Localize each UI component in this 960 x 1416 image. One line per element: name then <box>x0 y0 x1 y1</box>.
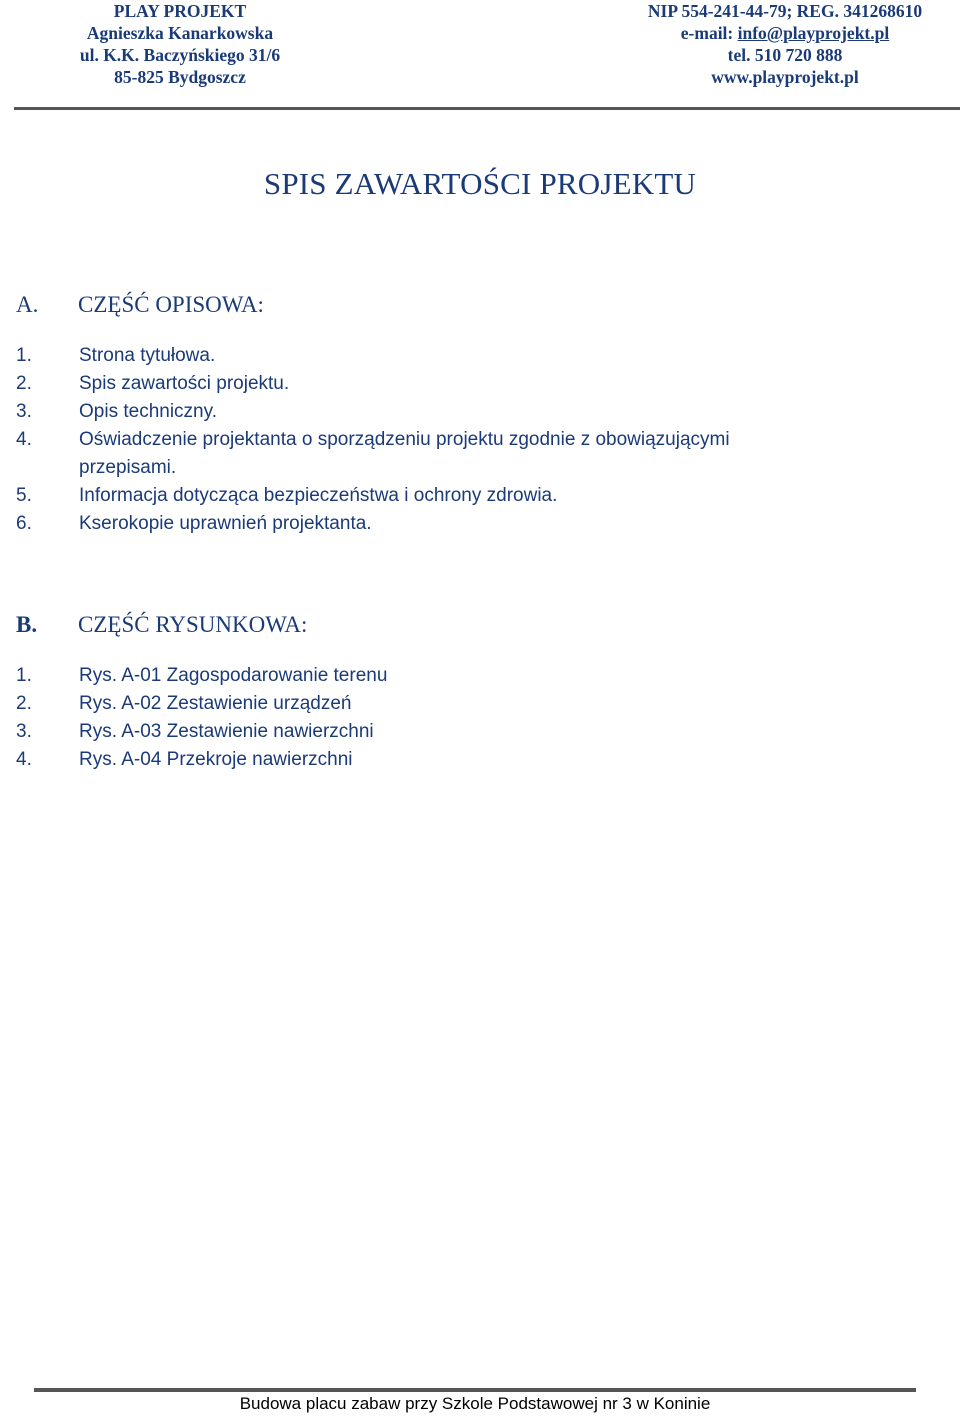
list-item <box>16 482 730 510</box>
list-number: 5. <box>16 485 32 506</box>
section-a-heading <box>16 292 264 318</box>
list-item <box>16 746 387 774</box>
list-item <box>16 398 730 426</box>
section-b-heading <box>16 612 307 638</box>
list-text: Spis zawartości projektu. <box>79 373 290 394</box>
list-text: Oświadczenie projektanta o sporządzeniu projektu zgodnie z obowiązującymi <box>79 429 730 450</box>
section-a-list <box>16 342 730 538</box>
list-number: 1. <box>16 665 32 686</box>
section-b-letter: B. <box>16 612 38 637</box>
website-link[interactable]: www.playprojekt.pl <box>711 67 859 87</box>
list-number: 4. <box>16 429 32 450</box>
list-text-continued: przepisami. <box>79 457 177 478</box>
list-number: 4. <box>16 749 32 770</box>
list-text: Informacja dotycząca bezpieczeństwa i ochrony zdrowia. <box>79 485 558 506</box>
list-item <box>16 662 387 690</box>
header-divider <box>14 107 960 110</box>
company-name: PLAY PROJEKT <box>113 1 247 21</box>
section-b-title: CZĘŚĆ RYSUNKOWA: <box>78 612 308 637</box>
section-a-letter: A. <box>16 292 39 317</box>
list-text: Strona tytułowa. <box>79 345 216 366</box>
page-footer: Budowa placu zabaw przy Szkole Podstawowej nr 3 w Koninie <box>239 1394 711 1413</box>
list-item <box>16 370 730 398</box>
company-ids: NIP 554-241-44-79; REG. 341268610 <box>647 1 923 21</box>
owner-name: Agnieszka Kanarkowska <box>86 23 274 43</box>
section-a-title: CZĘŚĆ OPISOWA: <box>78 292 264 317</box>
list-number: 2. <box>16 373 32 394</box>
street-address: ul. K.K. Baczyńskiego 31/6 <box>79 45 281 65</box>
list-item <box>16 342 730 370</box>
list-number: 3. <box>16 721 32 742</box>
header-right-block <box>620 0 950 88</box>
city-address: 85-825 Bydgoszcz <box>114 67 246 87</box>
list-number: 2. <box>16 693 32 714</box>
phone-number: tel. 510 720 888 <box>727 45 843 65</box>
email-line <box>620 22 950 44</box>
page-title: SPIS ZAWARTOŚCI PROJEKTU <box>263 166 697 201</box>
list-item <box>16 510 730 538</box>
list-text: Opis techniczny. <box>79 401 217 422</box>
list-item <box>16 718 387 746</box>
section-b-list <box>16 662 387 774</box>
list-text: Rys. A-04 Przekroje nawierzchni <box>79 749 353 770</box>
email-label: e-mail: <box>680 23 738 43</box>
list-text: Kserokopie uprawnień projektanta. <box>79 513 372 534</box>
list-number: 3. <box>16 401 32 422</box>
list-item <box>16 690 387 718</box>
list-text: Rys. A-01 Zagospodarowanie terenu <box>79 665 388 686</box>
footer-divider <box>34 1388 916 1392</box>
email-link[interactable]: info@playprojekt.pl <box>737 23 890 43</box>
header-left-block <box>40 0 320 88</box>
list-number: 1. <box>16 345 32 366</box>
list-item <box>16 426 730 482</box>
list-number: 6. <box>16 513 32 534</box>
list-text: Rys. A-03 Zestawienie nawierzchni <box>79 721 374 742</box>
list-text: Rys. A-02 Zestawienie urządzeń <box>79 693 352 714</box>
